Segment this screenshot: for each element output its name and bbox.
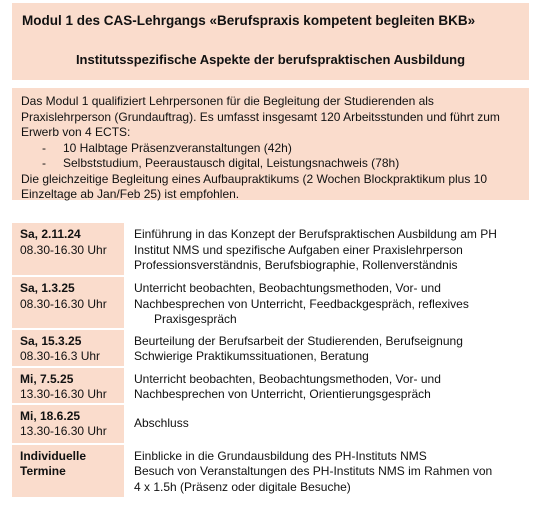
schedule-content-line: Unterricht beobachten, Beobachtungsmethoden, Vor- und: [134, 371, 441, 386]
schedule-content-cell: [124, 276, 529, 329]
schedule-content-line: Institut NMS und spezifische Aufgaben einer Praxislehrperson: [134, 242, 463, 257]
schedule-content-line: Professionsverständnis, Berufsbiographie, Rollenverständnis: [134, 258, 458, 272]
schedule-date: Sa, 2.11.24: [20, 227, 81, 241]
table-row: [12, 367, 529, 404]
table-row: [12, 276, 529, 329]
schedule-date: Mi, 18.6.25: [20, 408, 81, 423]
schedule-date: Sa, 15.3.25: [20, 333, 82, 348]
ects-list: [21, 141, 521, 172]
table-row: [12, 223, 529, 276]
schedule-time: 08.30-16.3 Uhr: [20, 349, 101, 363]
schedule-date-cell: [12, 276, 124, 329]
schedule-content-line: Schwierige Praktikumssituationen, Beratung: [134, 349, 369, 363]
module-title: Modul 1 des CAS-Lehrgangs «Berufspraxis kompetent begleiten BKB»: [22, 13, 476, 28]
intro-line: Erwerb von 4 ECTS:: [21, 125, 131, 139]
schedule-time: 08.30-16.30 Uhr: [20, 296, 107, 311]
schedule-content-line: Abschluss: [134, 415, 189, 430]
schedule-content-cell: [124, 329, 529, 367]
schedule-date: Mi, 7.5.25: [20, 371, 74, 386]
schedule-content-cell: [124, 223, 529, 276]
schedule-date-cell: [12, 444, 124, 498]
intro-line: Einzeltage ab Jan/Feb 25) ist empfohlen.: [21, 187, 240, 201]
module-subtitle: Institutsspezifische Aspekte der berufspraktischen Ausbildung: [75, 52, 466, 67]
ects-list-item-text: Selbststudium, Peeraustausch digital, Leistungsnachweis (78h): [63, 156, 400, 170]
ects-list-item: [21, 156, 521, 172]
schedule-content-line: Beurteilung der Berufsarbeit der Studierenden, Berufseignung: [134, 333, 463, 348]
schedule-table: [12, 223, 529, 499]
module-header: [12, 3, 529, 80]
schedule-content-line: 4 x 1.5h (Präsenz oder digitale Besuche): [134, 479, 351, 494]
schedule-date-cell: [12, 404, 124, 444]
intro-line: Die gleichzeitige Begleitung eines Aufbaupraktikums (2 Wochen Blockpraktikum plus 10: [21, 171, 488, 186]
table-row: [12, 404, 529, 444]
schedule-date: Sa, 1.3.25: [20, 281, 75, 295]
dash-bullet: -: [42, 156, 46, 170]
intro-line: Praxislehrperson (Grundauftrag). Es umfasst insgesamt 120 Arbeitsstunden und führt zum: [21, 109, 500, 124]
schedule-content-line: Unterricht beobachten, Beobachtungsmethoden, Vor- und: [134, 281, 441, 295]
ects-list-item-text: 10 Halbtage Präsenzveranstaltungen (42h): [63, 140, 292, 155]
ects-list-item: [21, 141, 521, 157]
schedule-individual-label: Individuelle: [20, 448, 87, 463]
schedule-content-line: Nachbesprechen von Unterricht, Orientierungsgespräch: [134, 387, 431, 401]
schedule-content-line: Nachbesprechen von Unterricht, Feedbackgespräch, reflexives: [134, 296, 469, 311]
schedule-individual-label: Termine: [20, 464, 66, 478]
schedule-date-cell: [12, 367, 124, 404]
schedule-content-cell: [124, 367, 529, 404]
schedule-date-cell: [12, 329, 124, 367]
intro-box: [12, 88, 529, 200]
schedule-date-cell: [12, 223, 124, 276]
schedule-time: 08.30-16.30 Uhr: [20, 242, 107, 257]
schedule-content-line: Einblicke in die Grundausbildung des PH-Instituts NMS: [134, 448, 427, 463]
dash-bullet: -: [42, 140, 46, 155]
schedule-content-line: Einführung in das Konzept der Berufspraktischen Ausbildung am PH: [134, 227, 497, 241]
schedule-content-cell: [124, 404, 529, 444]
intro-line: Das Modul 1 qualifiziert Lehrpersonen für die Begleitung der Studierenden als: [21, 94, 434, 108]
schedule-content-line: Besuch von Veranstaltungen des PH-Instituts NMS im Rahmen von: [134, 464, 493, 478]
schedule-time: 13.30-16.30 Uhr: [20, 387, 107, 401]
schedule-content-cell: [124, 444, 529, 498]
schedule-time: 13.30-16.30 Uhr: [20, 424, 107, 438]
table-row: [12, 329, 529, 367]
schedule-content-line: Praxisgespräch: [154, 312, 237, 326]
table-row: [12, 444, 529, 498]
intro-text: [21, 94, 521, 203]
